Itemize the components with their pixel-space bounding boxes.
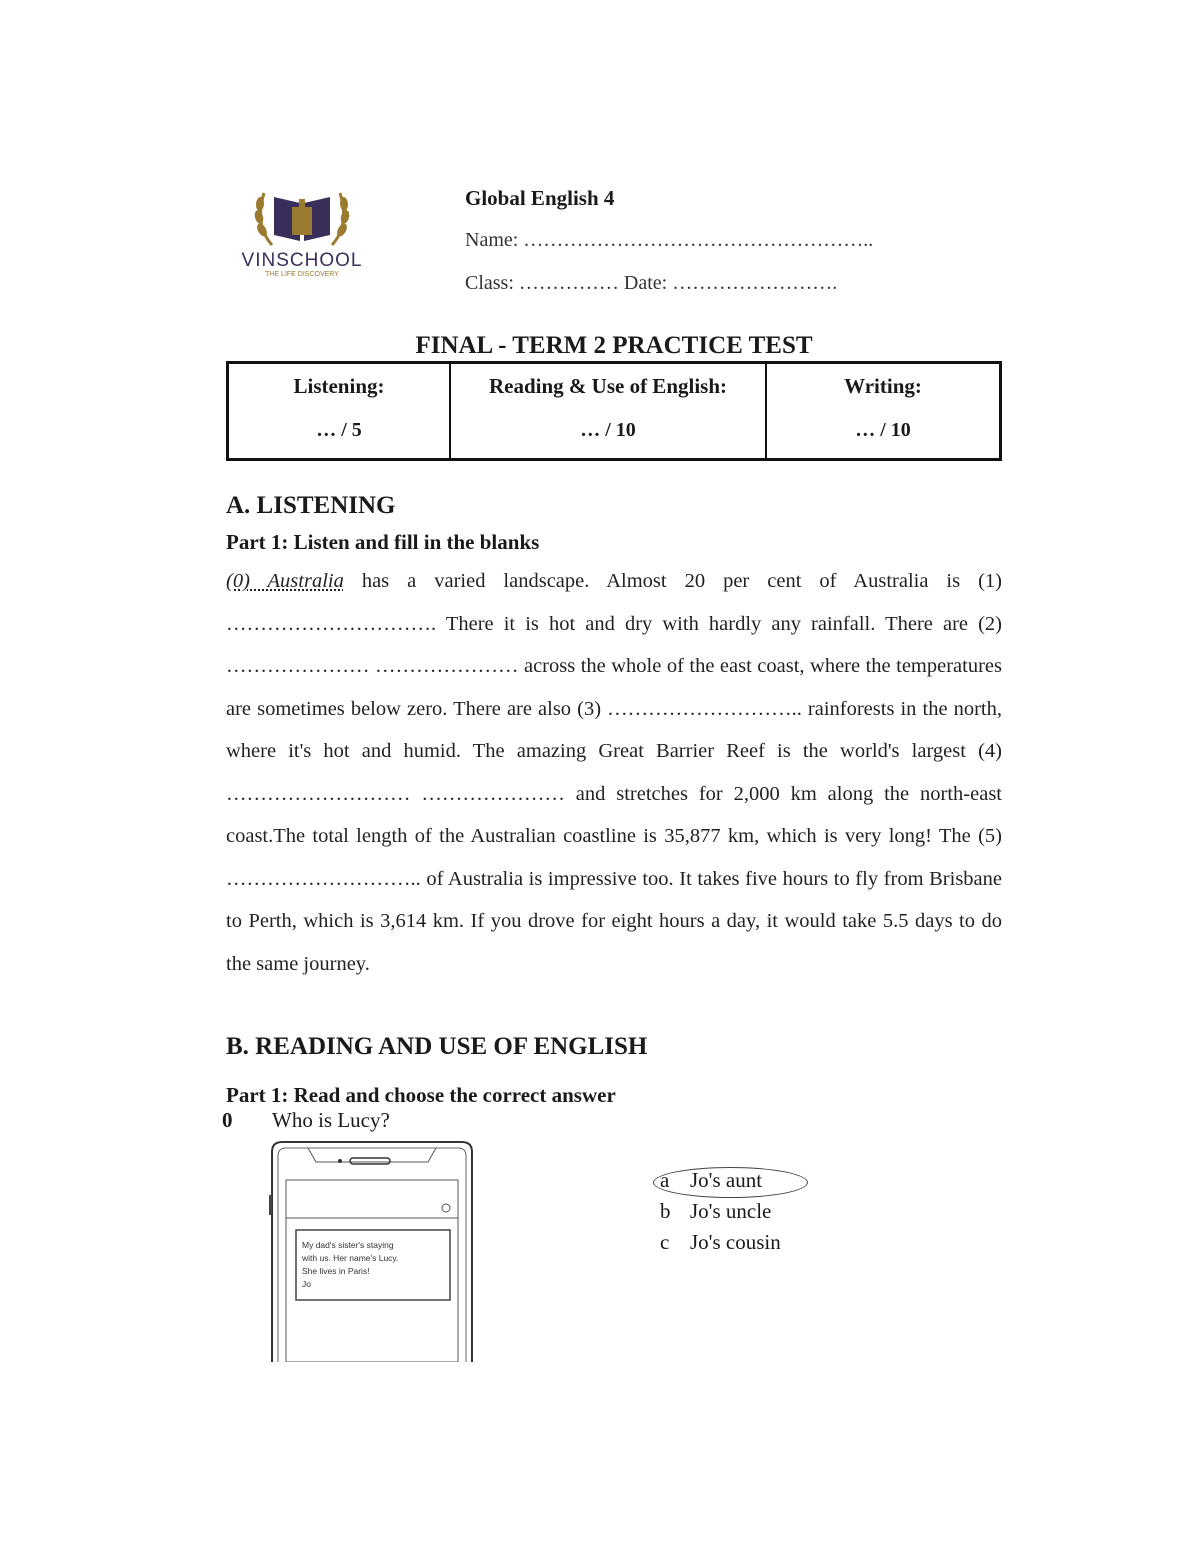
section-b-title: B. READING AND USE OF ENGLISH [226, 1033, 648, 1060]
example-answer: (0) Australia [226, 570, 344, 592]
score-listening: Listening: … / 5 [228, 363, 451, 460]
option-a[interactable]: a Jo's aunt [660, 1168, 763, 1192]
section-b-part1-title: Part 1: Read and choose the correct answer [226, 1083, 616, 1107]
score-table [226, 361, 1002, 461]
passage-text: has a varied landscape. Almost 20 per cent of Australia is (1) …………………………. There it is hot and dry with hardly any rainfall. There are (2) ………………… ………………… across the whole of the east coast, where the temperatures are sometimes below zero. There are also (3) ……………………….. rainforests in the north, where it's hot and humid. The amazing Great Barrier Reef is the world's largest (4) ……………………… ………………… and stretches for 2,000 km along the north-east coast.The total length of the Australian coastline is 35,877 km, which is very long! The (5) ……………………….. of Australia is impressive too. It takes five hours to fly from Brisbane to Perth, which is 3,614 km. If you drove for eight hours a day, it would take 5.5 days to do the same journey. [226, 570, 1002, 975]
option-b[interactable]: b Jo's uncle [660, 1199, 772, 1223]
question-0 [222, 1108, 390, 1133]
score-reading: Reading & Use of English: … / 10 [450, 363, 766, 460]
option-c[interactable]: c Jo's cousin [660, 1230, 781, 1254]
listening-passage [226, 560, 1002, 985]
section-a-title: A. LISTENING [226, 492, 396, 519]
logo-tagline: THE LIFE DISCOVERY [265, 271, 339, 278]
class-date-field[interactable]: Class: …………… Date: ……………………. [465, 272, 838, 294]
answer-options [660, 1165, 781, 1258]
phone-illustration [268, 1140, 478, 1362]
name-field[interactable]: Name: …………………………………………….. [465, 229, 874, 251]
question-text: Who is Lucy? [272, 1108, 390, 1132]
score-writing: Writing: … / 10 [766, 363, 1001, 460]
section-a-part1-title: Part 1: Listen and fill in the blanks [226, 530, 540, 554]
phone-message-line-2: with us. Her name's Lucy. [302, 1253, 399, 1263]
test-title: FINAL - TERM 2 PRACTICE TEST [415, 332, 813, 359]
phone-message-line-3: She lives in Paris! [302, 1266, 370, 1276]
logo-wordmark: VINSCHOOL [241, 250, 363, 271]
course-title: Global English 4 [465, 186, 615, 210]
question-number: 0 [222, 1108, 233, 1132]
phone-message-line-1: My dad's sister's staying [302, 1240, 394, 1250]
phone-message-line-4: Jo [302, 1279, 311, 1289]
